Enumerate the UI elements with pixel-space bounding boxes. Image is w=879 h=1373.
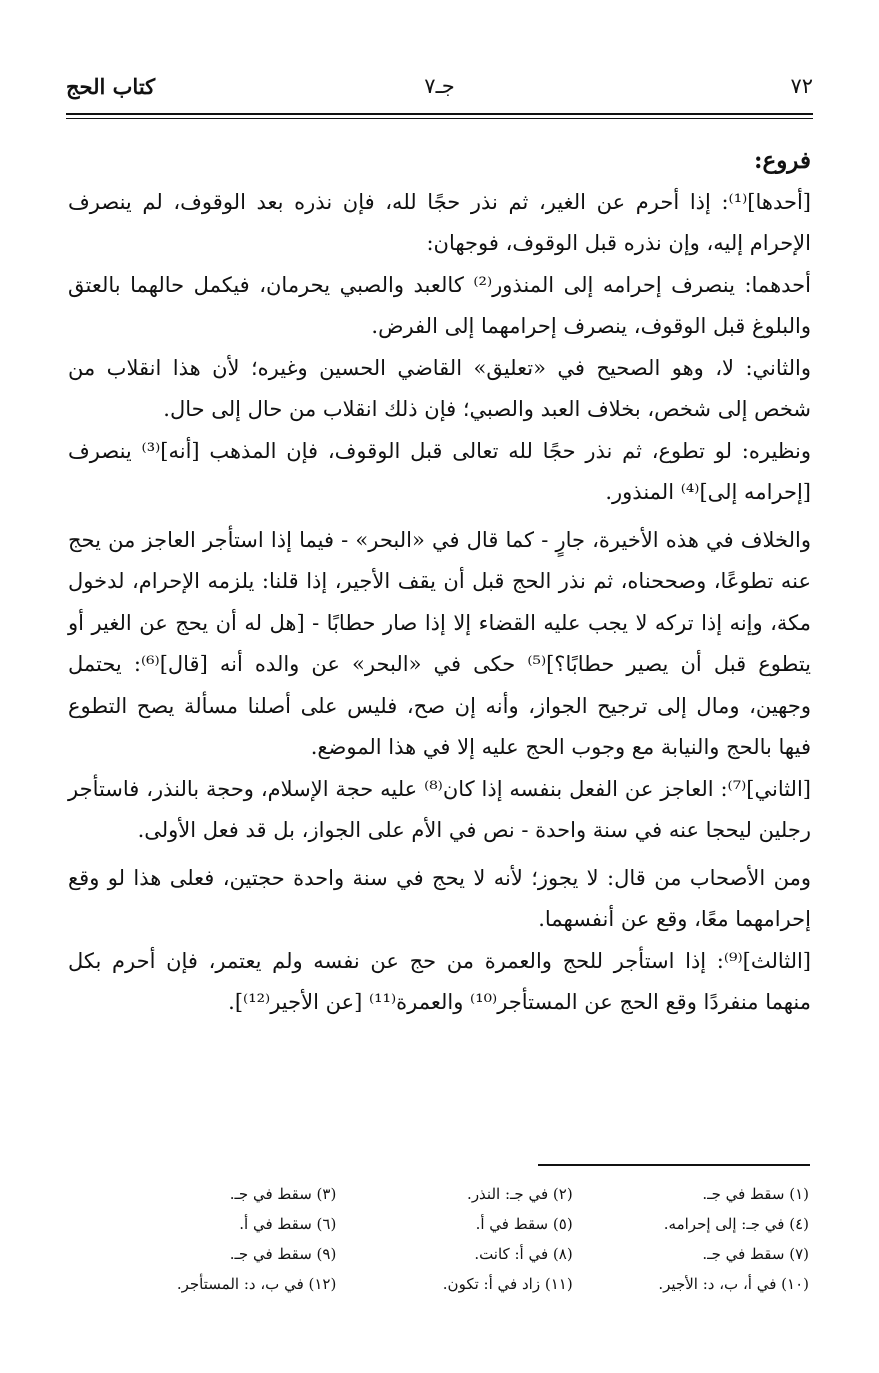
paragraph-4: ونظيره: لو تطوع، ثم نذر حجًا لله تعالى قبل الوقوف، فإن المذهب [أنه]⁽³⁾ ينصرف [إحرامه إلى]⁽⁴⁾ المنذور. — [68, 438, 811, 504]
main-text — [68, 140, 811, 1024]
footnote-8: (٨) في أ: كانت. — [474, 1245, 573, 1263]
footnote-11: (١١) زاد في أ: تكون. — [442, 1275, 573, 1293]
footnote-2: (٢) في جـ: النذر. — [467, 1185, 573, 1203]
paragraph-5: والخلاف في هذه الأخيرة، جارٍ - كما قال في «البحر» - فيما إذا استأجر العاجز من يحج عنه تطوعًا، وصححناه، ثم نذر الحج قبل أن يقف الأجير، إذا قلنا: يلزمه الإحرام، لدخول مكة، وإنه إذا تركه لا يجب عليه القضاء إلا إذا صار حطابًا - [هل له أن يحج عن الغير أو يتطوع قبل أن يصير حطابًا؟]⁽⁵⁾ حكى في «البحر» عن والده أنه [قال]⁽⁶⁾: يحتمل وجهين، ومال إلى ترجيح الجواز، وأنه إن صح، فليس على أصلنا مسألة يصح التطوع فيها بالحج والنيابة مع وجوب الحج عليه إلا في هذا الموضع. — [68, 527, 811, 759]
footnotes — [100, 1179, 809, 1299]
footnote-4: (٤) في جـ: إلى إحرامه. — [663, 1215, 809, 1233]
paragraph-3: والثاني: لا، وهو الصحيح في «تعليق» القاضي الحسين وغيره؛ لأن هذا انقلاب من شخص إلى شخص، بخلاف العبد والصبي؛ فإن ذلك انقلاب من حال إلى حال. — [68, 355, 811, 421]
footnote-7: (٧) سقط في جـ. — [702, 1245, 809, 1263]
paragraph-6: [الثاني]⁽⁷⁾: العاجز عن الفعل بنفسه إذا كان⁽⁸⁾ عليه حجة الإسلام، وحجة بالنذر، فاستأجر رجلين ليحجا عنه في سنة واحدة - نص في الأم على الجواز، بل قد فعل الأولى. — [68, 776, 811, 842]
header-rule-thick — [66, 113, 813, 115]
volume-label: جـ٧ — [424, 74, 455, 98]
paragraph-1: [أحدها]⁽¹⁾: إذا أحرم عن الغير، ثم نذر حجًا لله، فإن نذره بعد الوقوف، لم ينصرف الإحرام إليه، وإن نذره قبل الوقوف، فوجهان: — [68, 189, 811, 255]
footnote-separator — [538, 1164, 810, 1166]
page-number: ٧٢ — [790, 74, 813, 98]
footnote-12: (١٢) في ب، د: المستأجر. — [176, 1275, 337, 1293]
paragraph-2: أحدهما: ينصرف إحرامه إلى المنذور⁽²⁾ كالعبد والصبي يحرمان، فيكمل حالهما بالعتق والبلوغ قبل الوقوف، ينصرف إحرامهما إلى الفرض. — [68, 272, 811, 338]
footnote-1: (١) سقط في جـ. — [702, 1185, 809, 1203]
header-rule-thin — [66, 118, 813, 119]
section-heading: فروع: — [753, 147, 811, 174]
paragraph-7: ومن الأصحاب من قال: لا يجوز؛ لأنه لا يحج في سنة واحدة حجتين، فعلى هذا لو وقع إحرامهما معًا، وقع عن أنفسهما. — [68, 865, 811, 931]
footnote-6: (٦) سقط في أ. — [239, 1215, 337, 1233]
footnote-9: (٩) سقط في جـ. — [229, 1245, 337, 1263]
footnote-5: (٥) سقط في أ. — [475, 1215, 573, 1233]
footnote-3: (٣) سقط في جـ. — [229, 1185, 337, 1203]
paragraph-8: [الثالث]⁽⁹⁾: إذا استأجر للحج والعمرة من حج عن نفسه ولم يعتمر، فإن أحرم بكل منهما منفردًا وقع الحج عن المستأجر⁽¹⁰⁾ والعمرة⁽¹¹⁾ [عن الأجير⁽¹²⁾]. — [68, 948, 811, 1014]
page-header — [66, 74, 813, 108]
book-title: كتاب الحج — [66, 74, 156, 99]
footnote-10: (١٠) في أ، ب، د: الأجير. — [658, 1275, 809, 1293]
